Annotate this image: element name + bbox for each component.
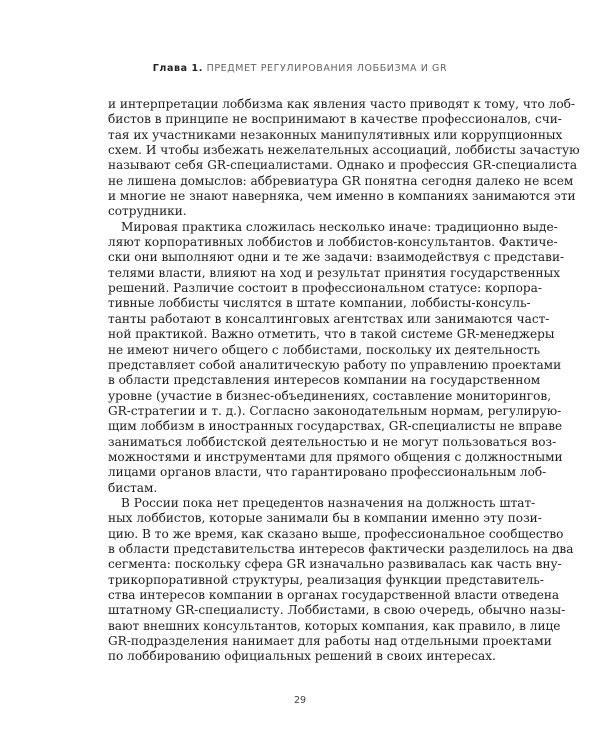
text-line: не лишена домыслов: аббревиатура GR понятна сегодня далеко не всем xyxy=(108,173,574,188)
text-line: и интерпретации лоббизма как явления часто приводят к тому, что лоб- xyxy=(108,97,575,111)
text-line: в области представительства интересов фактически разделилось на два xyxy=(108,541,574,556)
text-line: танты работают в консалтинговых агентствах или занимаются част- xyxy=(108,311,550,326)
paragraph xyxy=(108,97,580,220)
text-line: тая их участниками незаконных манипулятивных или коррупционных xyxy=(108,127,563,142)
text-line: ляют корпоративных лоббистов и лоббистов-консультантов. Фактиче- xyxy=(108,235,558,250)
page-number: 29 xyxy=(293,695,307,706)
text-line: ски они выполняют одни и те же задачи: взаимодействуя с представи- xyxy=(108,250,565,265)
text-line: бистам. xyxy=(108,480,158,495)
running-header xyxy=(0,63,600,74)
text-line: телями власти, влияют на ход и результат принятия государственных xyxy=(108,265,561,280)
text-line: в области представления интересов компании на государственном xyxy=(108,373,541,388)
text-line: тивные лоббисты числятся в штате компании, лоббисты-консуль- xyxy=(108,296,531,311)
text-line: называют себя GR-специалистами. Однако и профессия GR-специалиста xyxy=(108,158,578,173)
text-line: бистов в принципе не воспринимают в качестве профессионалов, счи- xyxy=(108,112,562,127)
text-line: ной практикой. Важно отметить, что в такой системе GR-менеджеры xyxy=(108,327,555,342)
text-line: по лоббированию официальных решений в своих интересах. xyxy=(108,649,496,664)
chapter-title: ПРЕДМЕТ РЕГУЛИРОВАНИЯ ЛОББИЗМА И GR xyxy=(206,63,448,74)
text-line: сотрудники. xyxy=(108,204,187,219)
text-line: можностями и инструментами для прямого общения с должностными xyxy=(108,449,563,464)
text-line: GR-стратегии и т. д.). Согласно законодательным нормам, регулирую- xyxy=(108,403,562,418)
text-line: сегмента: поскольку сфера GR изначально развивалась как часть вну- xyxy=(108,557,562,572)
text-line: уровне (участие в бизнес-объединениях, составление мониторингов, xyxy=(108,388,552,403)
text-line: ных лоббистов, которые занимали бы в компании именно эту пози- xyxy=(108,511,542,526)
text-line: штатному GR-специалисту. Лоббистами, в свою очередь, обычно назы- xyxy=(108,603,566,618)
chapter-label: Глава 1. xyxy=(152,63,203,74)
text-line: Мировая практика сложилась несколько иначе: традиционно выде- xyxy=(121,219,558,234)
text-line: схем. И чтобы избежать нежелательных ассоциаций, лоббисты зачастую xyxy=(108,143,580,158)
text-line: цию. В то же время, как сказано выше, профессиональное сообщество xyxy=(108,526,564,541)
text-line: В России пока нет прецедентов назначения на должность штат- xyxy=(121,495,536,510)
text-line: лицами органов власти, что гарантировано профессиональным лоб- xyxy=(108,465,547,480)
text-line: заниматься лоббистской деятельностью и не могут пользоваться воз- xyxy=(108,434,557,449)
body-text xyxy=(108,97,580,665)
text-line: представляет собой аналитическую работу по управлению проектами xyxy=(108,357,562,372)
text-line: вают внешних консультантов, которых компания, как правило, в лице xyxy=(108,618,561,633)
text-line: решений. Различие состоит в профессиональном статусе: корпора- xyxy=(108,281,542,296)
text-line: щим лоббизм в иностранных государствах, GR-специалисты не вправе xyxy=(108,419,563,434)
paragraph xyxy=(108,219,565,496)
paragraph xyxy=(108,495,574,665)
text-line: трикорпоративной структуры, реализация функции представитель- xyxy=(108,572,544,587)
text-line: и многие не знают наверняка, чем именно в компаниях занимаются эти xyxy=(108,189,576,204)
text-line: GR-подразделения нанимает для работы над отдельными проектами xyxy=(108,634,552,649)
text-line: не имеют ничего общего с лоббистами, поскольку их деятельность xyxy=(108,342,541,357)
text-line: ства интересов компании в органах государственной власти отведена xyxy=(108,588,560,602)
